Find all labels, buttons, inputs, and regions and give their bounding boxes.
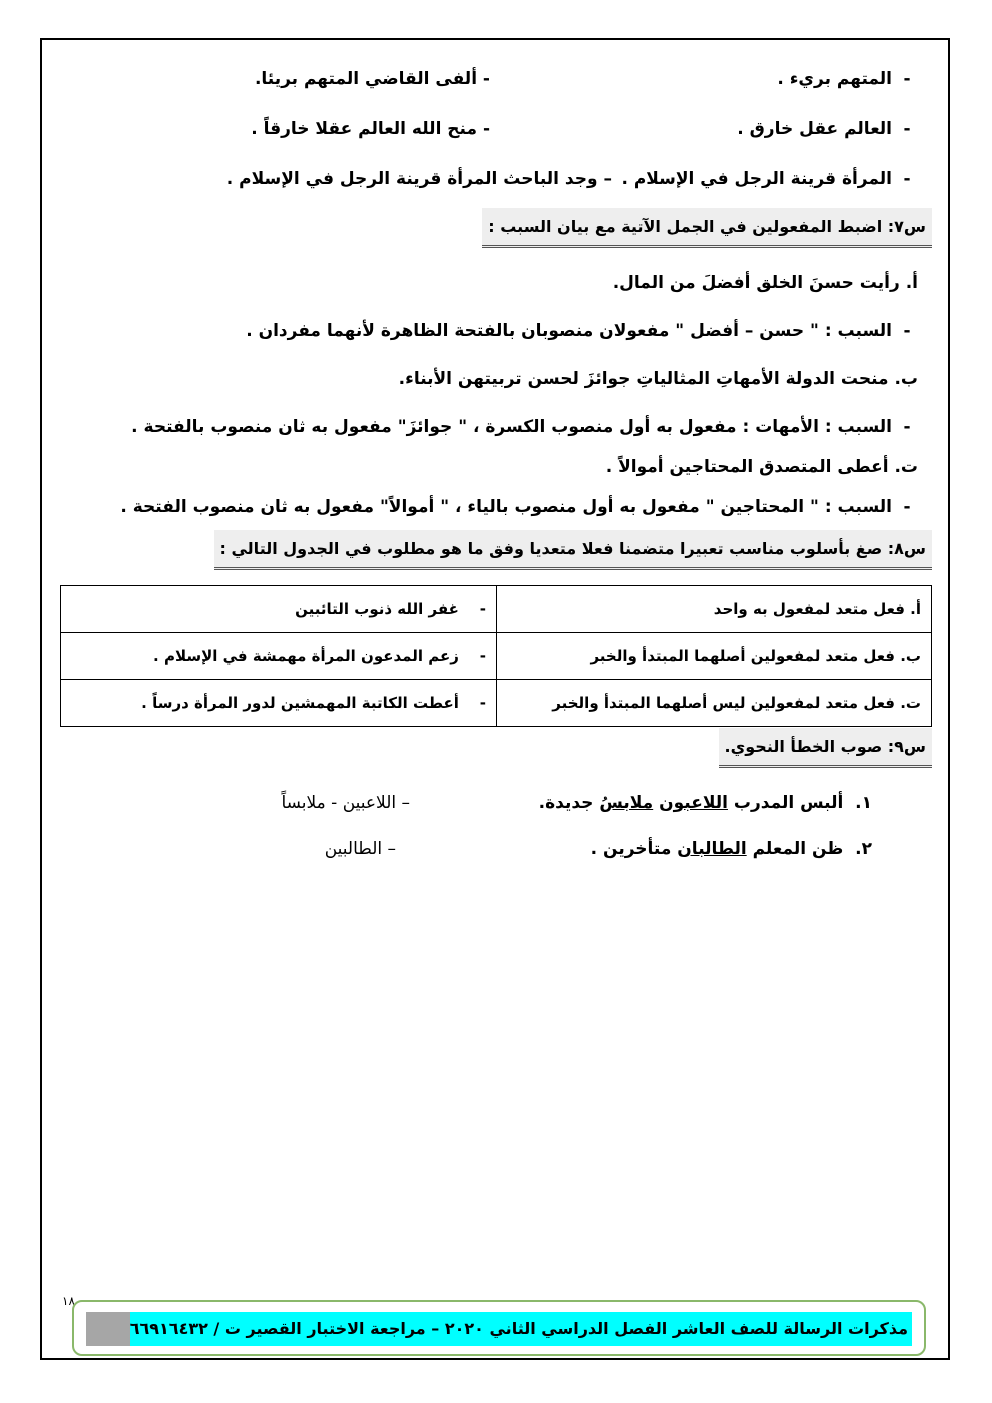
item-number: ٢. xyxy=(855,839,872,859)
bullet-dash: - xyxy=(903,417,911,437)
requirement-cell: ب. فعل متعد لمفعولين أصلهما المبتدأ والخبر xyxy=(497,633,932,680)
bullet-dash: - xyxy=(903,321,911,341)
error-word: ملابسُ xyxy=(599,793,654,813)
requirement-cell: ت. فعل متعد لمفعولين ليس أصلهما المبتدأ والخبر xyxy=(497,680,932,727)
q7-reason-a: -السبب : " حسن – أفضل " مفعولان منصوبان بالفتحة الظاهرة لأنهما مفردان . xyxy=(50,318,922,344)
answer-cell: - غفر الله ذنوب التائبين xyxy=(61,586,497,633)
example-nominal: العالم عقل خارق . xyxy=(737,119,892,139)
example-nominal: المتهم بريء . xyxy=(777,69,892,89)
item-number: ١. xyxy=(855,793,872,813)
bullet-dash: - xyxy=(903,497,911,517)
answer-cell: - زعم المدعون المرأة مهمشة في الإسلام . xyxy=(61,633,497,680)
footer-text: مذكرات الرسالة للصف العاشر الفصل الدراسي الثاني ٢٠٢٠ – مراجعة الاختبار القصير ت / ٦٦٩١٦٤٣٢ xyxy=(129,1319,908,1338)
bullet-dash: - xyxy=(903,69,911,89)
example-verbal: - ألفى القاضي المتهم بريئا. xyxy=(254,69,490,89)
error-word: الطالبان xyxy=(677,839,747,859)
q7-line-c: ت. أعطى المتصدق المحتاجين أموالاً . xyxy=(605,457,918,477)
footer-gray-block xyxy=(86,1312,130,1346)
q8-table xyxy=(60,585,932,727)
requirement-cell: أ. فعل متعد لمفعول به واحد xyxy=(497,586,932,633)
q9-item-1: ١. ألبس المدرب اللاعبون ملابسُ جديدة. xyxy=(538,793,872,813)
footer xyxy=(72,1300,926,1356)
q9-correction-1: – اللاعبين - ملابساً xyxy=(281,793,410,813)
table-row xyxy=(61,680,932,727)
q9-item-2: ٢. ظن المعلم الطالبان متأخرين . xyxy=(590,839,872,859)
bullet-dash: - xyxy=(479,600,486,618)
q9-heading: س٩: صوب الخطأ النحوي. xyxy=(719,728,932,768)
q8-heading: س٨: صغ بأسلوب مناسب تعبيرا متضمنا فعلا متعديا وفق ما هو مطلوب في الجدول التالي : xyxy=(214,530,932,570)
example-verbal: - منح الله العالم عقلا خارقاً . xyxy=(251,119,490,139)
table-row xyxy=(61,633,932,680)
q7-reason-c: -السبب : " المحتاجين " مفعول به أول منصوب بالياء ، " أموالاً" مفعول به ثان منصوب الفتحة . xyxy=(50,494,922,520)
q7-heading: س٧: اضبط المفعولين في الجمل الآتية مع بيان السبب : xyxy=(482,208,932,248)
bullet-dash: - xyxy=(903,169,911,189)
table-row xyxy=(61,586,932,633)
footer-bar xyxy=(86,1312,912,1346)
q7-reason-b: -السبب : الأمهات : مفعول به أول منصوب الكسرة ، " جوائزَ" مفعول به ثان منصوب بالفتحة . xyxy=(50,414,922,440)
q9-correction-2: – الطالبين xyxy=(324,839,396,859)
answer-cell: - أعطت الكاتبة المهمشين لدور المرأة درساً . xyxy=(61,680,497,727)
bullet-dash: - xyxy=(903,119,911,139)
q7-line-a: أ. رأيت حسنَ الخلق أفضلَ من المال. xyxy=(612,273,918,293)
bullet-dash: - xyxy=(479,647,486,665)
error-word: اللاعبون xyxy=(659,793,728,813)
q7-line-b: ب. منحت الدولة الأمهاتِ المثالياتِ جوائزَ لحسن تربيتهن الأبناء. xyxy=(398,369,918,389)
example-nominal: المرأة قرينة الرجل في الإسلام . xyxy=(621,169,892,189)
example-verbal: – وجد الباحث المرأة قرينة الرجل في الإسلام . xyxy=(226,169,612,189)
page-number: ١٨ xyxy=(62,1294,75,1308)
bullet-dash: - xyxy=(479,694,486,712)
